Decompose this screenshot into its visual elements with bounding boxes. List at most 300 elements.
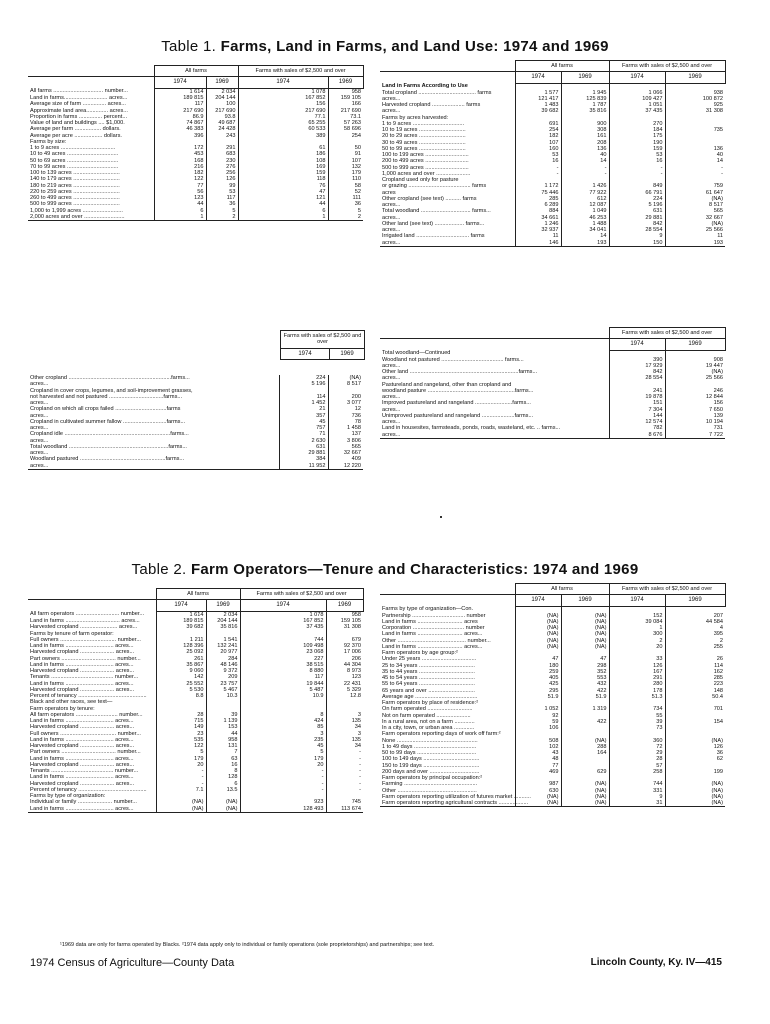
row-value: 131 [206, 743, 240, 749]
row-value: 25 092 [156, 649, 206, 655]
row-value: 254 [328, 133, 363, 139]
row-value: 1 211 [156, 637, 206, 643]
row-label: Part owners ................................... number... [30, 655, 141, 662]
row-value: 109 427 [609, 96, 665, 102]
row-value: (NA) [515, 613, 561, 619]
row-label: Not on farm operated ...................... [382, 712, 471, 719]
row-label: Land in farms ............................... acres... [30, 774, 134, 781]
row-label: 150 to 199 days .................................... [382, 762, 480, 769]
row-value: 179 [156, 756, 206, 762]
table2-heading: Farm Operators—Tenure and Characteristics: 1974 and 1969 [190, 561, 639, 578]
row-value: 128 396 [156, 643, 206, 649]
table-row [380, 800, 725, 807]
row-value: 23 757 [206, 681, 240, 687]
row-value: 107 [328, 158, 363, 164]
row-value: 49 687 [206, 120, 238, 126]
row-value: 782 [609, 425, 665, 431]
row-value: 60 533 [238, 126, 328, 132]
row-value: (NA) [515, 794, 561, 800]
year-1969: 1969 [561, 595, 609, 607]
row-value: 149 [156, 724, 206, 730]
row-value: 384 [279, 456, 328, 462]
row-value: 11 [515, 233, 561, 239]
row-value: 744 [240, 637, 326, 643]
row-label: woodland pasture ........................................................farms... [382, 387, 534, 394]
row-value: 10.3 [206, 693, 240, 699]
row-label: acres... [382, 202, 401, 209]
row-label: All farms ................................ number... [30, 88, 128, 95]
col-sales-2500: Farms with sales of $2,500 and over [281, 331, 365, 349]
row-label: acres... [30, 400, 49, 406]
row-label: Full owners .................................... number... [30, 730, 141, 737]
row-label: All farm operators ........................... number... [30, 711, 143, 718]
row-label: Land in farms ............................... acres... [30, 755, 134, 762]
row-value: 2 [328, 214, 363, 221]
row-value: 66 791 [609, 190, 665, 196]
row-value: 160 [515, 146, 561, 152]
row-label: Cropland on which all crops failed .................................farms [30, 406, 181, 413]
row-value: 631 [279, 444, 328, 450]
row-label: Harvested cropland ........................ acres... [30, 624, 138, 631]
row-label: Land in farms............................ acres... [30, 95, 128, 102]
row-value: 132 241 [206, 643, 240, 649]
row-value: 179 [328, 170, 363, 176]
row-value: 2 034 [206, 88, 238, 95]
row-value: 6 [238, 208, 328, 214]
row-value: 189 815 [154, 95, 206, 101]
row-value: 908 [665, 357, 725, 363]
row-value: 9 060 [156, 668, 206, 674]
row-value: 21 [279, 406, 328, 412]
row-value: 255 [665, 644, 725, 650]
row-label: 50 to 99 days ...................................... [382, 750, 477, 757]
row-label: Tenants ........................................ number... [30, 674, 139, 681]
row-value: 139 [665, 413, 725, 419]
row-value: 47 [561, 656, 609, 662]
row-label: Woodland not pastured ........................................ farms... [382, 356, 524, 363]
row-value: 246 [665, 388, 725, 394]
row-value: 39 [206, 712, 240, 718]
year-1974: 1974 [154, 77, 206, 89]
row-label: acres... [30, 437, 49, 444]
row-value: 295 [515, 688, 561, 694]
row-value: - [326, 762, 363, 768]
row-value: - [609, 165, 665, 171]
row-label: 220 to 259 acres .............................. [30, 188, 120, 195]
row-label: 35 to 44 years .................................... [382, 668, 475, 675]
row-value: 109 498 [240, 643, 326, 649]
row-value: 159 105 [326, 618, 363, 624]
row-value: 156 [238, 101, 328, 107]
row-value: 53 [609, 152, 665, 158]
row-value: 508 [515, 738, 561, 744]
row-label: Other land ......................................................................farms... [382, 369, 538, 376]
row-value: 1 452 [279, 400, 328, 406]
row-value: 126 [609, 663, 665, 669]
row-value: 10.9 [240, 693, 326, 699]
row-label: Harvested cropland ...................... acres... [30, 761, 135, 768]
row-value: (NA) [561, 631, 609, 637]
row-value: 199 [665, 769, 725, 775]
row-value: 34 041 [561, 227, 609, 233]
row-value: 56 [154, 189, 206, 195]
row-label: acres... [382, 108, 401, 115]
table-row [380, 240, 725, 247]
row-value: 612 [561, 196, 609, 202]
row-label: Farming ............................................... [382, 781, 478, 788]
row-value: 679 [326, 637, 363, 643]
row-value: 1 483 [515, 102, 561, 108]
row-value: 20 [156, 762, 206, 768]
row-value: 50 [328, 145, 363, 151]
row-value: 44 304 [326, 662, 363, 668]
row-label: 100 to 199 acres ............................ [382, 152, 469, 159]
row-value: 432 [561, 681, 609, 687]
row-value: 62 [665, 756, 725, 762]
row-value: 208 [561, 140, 609, 146]
row-value: - [515, 171, 561, 177]
row-value: 360 [609, 738, 665, 744]
row-value: (NA) [561, 781, 609, 787]
row-value: - [326, 768, 363, 774]
row-value: 1 139 [206, 718, 240, 724]
row-value: 12.8 [326, 693, 363, 699]
row-value: 395 [665, 631, 725, 637]
row-value: 258 [609, 769, 665, 775]
row-value: 1 [609, 625, 665, 631]
row-label: 260 to 499 acres .............................. [30, 195, 120, 202]
row-value: 12 574 [609, 419, 665, 425]
row-label: Farms by acres harvested: [382, 114, 449, 121]
row-value: 28 [156, 712, 206, 718]
row-label: On farm operated ............................. [382, 706, 473, 713]
row-value: - [561, 165, 609, 171]
row-value: - [665, 165, 725, 171]
row-value: - [326, 756, 363, 762]
row-label: Full owners .................................... number... [30, 636, 141, 643]
row-value: 285 [665, 675, 725, 681]
row-label: Percent of tenancy ............................................ [30, 693, 147, 700]
row-label: acres... [382, 214, 401, 221]
row-value: 39 084 [609, 619, 665, 625]
row-value: 121 417 [515, 96, 561, 102]
row-value: (NA) [665, 369, 725, 375]
row-value: 126 [665, 744, 725, 750]
year-1969: 1969 [561, 72, 609, 84]
row-value: 256 [206, 170, 238, 176]
row-value: 65 255 [238, 120, 328, 126]
year-1969: 1969 [665, 72, 725, 84]
row-label: Farm operators by principal occupation:² [382, 775, 483, 782]
row-value: 153 [206, 724, 240, 730]
row-value: 7 [206, 749, 240, 755]
footer-publication: 1974 Census of Agriculture—County Data [30, 957, 235, 969]
row-value: 178 [609, 688, 665, 694]
row-value: 1 [154, 214, 206, 221]
row-value: 106 [515, 725, 561, 731]
row-label: Harvested cropland ...................... acres... [30, 686, 135, 693]
row-label: Farm operators by tenure: [30, 705, 95, 712]
row-label: 1,000 acres and over ...................... [382, 170, 471, 177]
row-value: 108 [238, 158, 328, 164]
row-value: 184 [609, 127, 665, 133]
row-value: 8 517 [665, 202, 725, 208]
row-value: 9 372 [206, 668, 240, 674]
row-label: Land in farms ............................... acres... [30, 680, 134, 687]
year-1974: 1974 [609, 595, 665, 607]
row-value: 168 [154, 158, 206, 164]
row-value: 44 [154, 201, 206, 207]
row-value: 565 [328, 444, 363, 450]
row-value: 224 [279, 375, 328, 381]
row-value: 14 [665, 158, 725, 164]
row-label: Land in farms ............................... acres... [30, 661, 134, 668]
row-value: 1 066 [609, 90, 665, 96]
row-value: 61 647 [665, 190, 725, 196]
row-label: 140 to 179 acres .............................. [30, 176, 120, 183]
row-value: 565 [665, 208, 725, 214]
row-label: 45 to 54 years .................................... [382, 675, 475, 682]
row-label: Individual or family ...................... number... [30, 799, 137, 806]
row-value: 630 [515, 788, 561, 794]
row-label: None .................................................... [382, 737, 478, 744]
row-value: - [326, 774, 363, 780]
row-value: 5 196 [279, 381, 328, 387]
row-value: 396 [154, 133, 206, 139]
row-label: 50 to 69 acres ................................. [30, 157, 119, 164]
row-label: Irrigated land .................................. farms [382, 233, 485, 240]
row-value: 136 [665, 146, 725, 152]
row-label: Average size of farm ............... acres... [30, 101, 126, 108]
row-value: 31 308 [665, 108, 725, 114]
year-1974: 1974 [156, 600, 206, 612]
row-value: (NA) [515, 638, 561, 644]
row-value: 31 [609, 800, 665, 807]
year-1969: 1969 [206, 77, 238, 89]
row-value: 189 815 [156, 618, 206, 624]
row-value: 32 667 [665, 215, 725, 221]
row-value: 31 308 [326, 624, 363, 630]
year-1974: 1974 [515, 595, 561, 607]
row-value: 193 [665, 240, 725, 247]
row-value: 186 [238, 151, 328, 157]
row-value: 161 [561, 133, 609, 139]
row-label: Part owners ................................... number... [30, 749, 141, 756]
row-value: (NA) [515, 619, 561, 625]
row-label: 1 to 49 days ........................................ [382, 743, 477, 750]
row-value: 200 [328, 394, 363, 400]
row-value: - [240, 781, 326, 787]
row-value: 631 [609, 208, 665, 214]
row-value: 1 614 [154, 88, 206, 95]
row-value: 701 [665, 706, 725, 712]
row-value: 122 [154, 176, 206, 182]
row-value: 58 [328, 183, 363, 189]
row-value: (NA) [665, 781, 725, 787]
row-value: 217 690 [154, 108, 206, 114]
row-value: 46 253 [561, 215, 609, 221]
row-label: Farm operators by place of residence:² [382, 700, 479, 707]
row-value: 884 [515, 208, 561, 214]
row-value: 53 [206, 189, 238, 195]
table1-right-block [380, 60, 726, 247]
row-value: 51.9 [515, 694, 561, 700]
table-row [28, 214, 363, 221]
row-value: 135 [326, 718, 363, 724]
row-value: 223 [665, 681, 725, 687]
row-value: 8 [240, 712, 326, 718]
row-value: 73 [609, 725, 665, 731]
row-value: 13.5 [206, 787, 240, 793]
row-value: 8 676 [609, 432, 665, 439]
row-value: 6 [206, 781, 240, 787]
row-value: 40 [561, 152, 609, 158]
row-label: Land in farms ................................... acres... [30, 618, 140, 625]
row-label: Farms by tenure of farm operator: [30, 630, 114, 637]
row-value: 167 [609, 669, 665, 675]
col-sales-2500: Farms with sales of $2,500 and over [240, 589, 363, 600]
row-value: 122 [156, 743, 206, 749]
row-value: 261 [156, 656, 206, 662]
row-value: 44 [206, 731, 240, 737]
row-value: (NA) [561, 794, 609, 800]
row-value: 20 [240, 762, 326, 768]
row-label: Farm operators reporting utilization of futures market ........... [382, 793, 531, 800]
row-value: 43 [515, 750, 561, 756]
row-label: Total woodland ................................................................farms... [30, 443, 187, 450]
row-value: 44 [238, 201, 328, 207]
row-value: 25 552 [156, 681, 206, 687]
row-value: 5 [156, 749, 206, 755]
row-value: 44 584 [665, 619, 725, 625]
row-label: Value of land and buildings .... $1,000. [30, 120, 125, 127]
row-value: 241 [609, 388, 665, 394]
row-label: Other ............................................ number... [382, 637, 491, 644]
row-value: 75 446 [515, 190, 561, 196]
table2-right-block [380, 583, 726, 807]
row-label: or grazing ........................................ farms [382, 183, 487, 190]
row-value: 85 [240, 724, 326, 730]
table-row [28, 126, 363, 132]
row-value: 59 [515, 719, 561, 725]
row-value: (NA) [561, 800, 609, 807]
row-value: 110 [328, 176, 363, 182]
row-label: Cropland idle ....................................................................farms... [30, 431, 189, 438]
footer-page-id: Lincoln County, Ky. IV—415 [590, 957, 722, 968]
row-value: 1 426 [561, 183, 609, 189]
row-value: 100 872 [665, 96, 725, 102]
row-value: 7 650 [665, 407, 725, 413]
row-value: 102 [515, 744, 561, 750]
table-row [28, 88, 363, 95]
row-label: 55 to 64 years .................................... [382, 681, 475, 688]
year-1969: 1969 [665, 339, 725, 351]
row-value: 125 839 [561, 96, 609, 102]
row-value: 217 690 [206, 108, 238, 114]
row-value: 39 [609, 719, 665, 725]
row-value: 424 [240, 718, 326, 724]
row-value: 5 196 [609, 202, 665, 208]
row-value: 32 667 [328, 450, 363, 456]
row-value: 172 [154, 145, 206, 151]
row-value: - [240, 787, 326, 793]
row-value: 71 [279, 431, 328, 437]
row-value: 5 [240, 749, 326, 755]
row-label: Land in housesites, farmsteads, ponds, roads, wasteland, etc. .. farms... [382, 425, 561, 432]
row-label: Harvested cropland ...................... acres... [30, 649, 135, 656]
row-value: 156 [665, 400, 725, 406]
row-value: 217 690 [238, 108, 328, 114]
row-value: 227 [240, 656, 326, 662]
row-label: acres... [382, 362, 401, 369]
row-value: - [609, 171, 665, 177]
row-label: 10 to 19 acres .............................. [382, 127, 466, 134]
row-label: Under 25 years ................................... [382, 656, 477, 663]
row-value: 144 [609, 413, 665, 419]
table2-number: Table 2. [131, 561, 187, 578]
row-value: 9 [609, 794, 665, 800]
row-value: - [326, 749, 363, 755]
row-value: 48 146 [206, 662, 240, 668]
row-value: 91 [328, 151, 363, 157]
row-label: 20 to 29 acres .............................. [382, 133, 466, 140]
row-value: 55 [609, 713, 665, 719]
row-label: not harvested and not pastured ...................................farms... [30, 393, 183, 400]
row-value: 6 [154, 208, 206, 214]
col-sales-2500: Farms with sales of $2,500 and over [609, 328, 725, 339]
row-value: - [515, 165, 561, 171]
row-value: 2 630 [279, 438, 328, 444]
row-label: 2,000 acres and over .......................... [30, 213, 125, 220]
row-label: acres... [30, 381, 49, 388]
row-label: Approximate land area.............. acres... [30, 107, 128, 114]
table1-left-block [28, 65, 364, 221]
col-all-farms: All farms [515, 61, 609, 72]
row-value: (NA) [206, 806, 240, 813]
row-label: acres... [382, 95, 401, 102]
row-value: 162 [665, 669, 725, 675]
row-value: 938 [665, 90, 725, 96]
row-value: 123 [154, 195, 206, 201]
row-value: 34 [326, 743, 363, 749]
row-value: 453 [154, 151, 206, 157]
row-value: 389 [238, 133, 328, 139]
row-value: 46 383 [154, 126, 206, 132]
row-label: 70 to 99 acres ................................. [30, 163, 119, 170]
year-1969: 1969 [328, 77, 363, 89]
row-label: acres... [382, 375, 401, 382]
row-label: Land in farms ............................... acres... [30, 805, 134, 812]
table-row [28, 649, 363, 655]
row-value: 74 867 [154, 120, 206, 126]
row-value: 1 319 [561, 706, 609, 712]
row-value: 715 [156, 718, 206, 724]
row-value: 757 [279, 425, 328, 431]
col-all-farms: All farms [515, 584, 609, 595]
row-value: 77 [515, 763, 561, 769]
row-value: 5 [206, 208, 238, 214]
row-value: 7 304 [609, 407, 665, 413]
table1-mid-header [280, 330, 365, 360]
row-label: Harvested cropland ...................... acres... [30, 743, 135, 750]
row-value: 5 [328, 208, 363, 214]
row-value: 34 661 [515, 215, 561, 221]
row-value: 12 [328, 406, 363, 412]
year-1969: 1969 [206, 600, 240, 612]
row-value: 117 [206, 195, 238, 201]
table2-title [0, 561, 770, 578]
row-value: (NA) [665, 800, 725, 807]
